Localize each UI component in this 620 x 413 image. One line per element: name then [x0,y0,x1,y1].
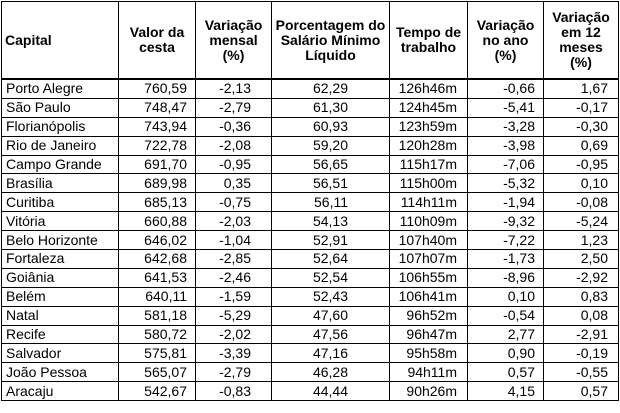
cell-variacao-ano: -7,06 [468,155,544,174]
cell-capital: Curitiba [2,193,119,212]
cell-capital: Belém [2,287,119,306]
header-porcentagem-salario: Porcentagem do Salário Mínimo Líquido [272,2,390,80]
table-row [2,287,619,306]
cell-valor-cesta: 575,81 [119,344,196,363]
cell-variacao-ano: 0,10 [468,287,544,306]
cell-tempo-trabalho: 123h59m [390,117,468,136]
table-row [2,117,619,136]
cell-valor-cesta: 581,18 [119,306,196,325]
cell-tempo-trabalho: 115h17m [390,155,468,174]
cell-tempo-trabalho: 95h58m [390,344,468,363]
cell-variacao-ano: 4,15 [468,382,544,401]
cell-variacao-mensal: -0,83 [196,382,272,401]
cell-variacao-ano: -9,32 [468,212,544,231]
cell-valor-cesta: 580,72 [119,325,196,344]
cell-variacao-12-meses: 2,50 [544,250,619,269]
cell-variacao-12-meses: -2,91 [544,325,619,344]
cell-tempo-trabalho: 107h07m [390,250,468,269]
cell-variacao-ano: -7,22 [468,231,544,250]
cell-variacao-ano: -3,98 [468,136,544,155]
cell-variacao-mensal: -3,39 [196,344,272,363]
cell-valor-cesta: 722,78 [119,136,196,155]
cell-variacao-mensal: -0,95 [196,155,272,174]
cell-variacao-12-meses: -0,19 [544,344,619,363]
cell-valor-cesta: 646,02 [119,231,196,250]
cell-tempo-trabalho: 90h26m [390,382,468,401]
cell-tempo-trabalho: 124h45m [390,98,468,117]
cell-capital: São Paulo [2,98,119,117]
cell-variacao-ano: 2,77 [468,325,544,344]
cell-capital: Aracaju [2,382,119,401]
cell-variacao-ano: -5,32 [468,174,544,193]
cell-porcentagem-salario: 46,28 [272,363,390,382]
table-row [2,231,619,250]
cell-variacao-mensal: -2,13 [196,79,272,98]
cell-capital: Goiânia [2,268,119,287]
cesta-basica-table-container [1,1,618,411]
cell-capital: Porto Alegre [2,79,119,98]
cell-variacao-mensal: -2,79 [196,363,272,382]
cell-porcentagem-salario: 47,16 [272,344,390,363]
cell-porcentagem-salario: 44,44 [272,382,390,401]
cell-porcentagem-salario: 56,65 [272,155,390,174]
cell-variacao-12-meses: -5,24 [544,212,619,231]
cell-porcentagem-salario: 56,51 [272,174,390,193]
cell-variacao-ano: -8,96 [468,268,544,287]
cell-porcentagem-salario: 52,91 [272,231,390,250]
cell-variacao-mensal: -2,08 [196,136,272,155]
cell-variacao-12-meses: 0,69 [544,136,619,155]
cell-valor-cesta: 565,07 [119,363,196,382]
table-row [2,382,619,401]
cell-porcentagem-salario: 52,64 [272,250,390,269]
cell-variacao-ano: -5,41 [468,98,544,117]
cell-variacao-mensal: -2,79 [196,98,272,117]
cell-tempo-trabalho: 110h09m [390,212,468,231]
header-tempo-trabalho: Tempo de trabalho [390,2,468,80]
cell-variacao-ano: -0,66 [468,79,544,98]
table-row [2,98,619,117]
cell-valor-cesta: 748,47 [119,98,196,117]
cell-variacao-mensal: -5,29 [196,306,272,325]
header-variacao-12-meses: Variação em 12 meses (%) [544,2,619,80]
header-valor-cesta: Valor da cesta [119,2,196,80]
cell-variacao-ano: 0,90 [468,344,544,363]
cell-valor-cesta: 760,59 [119,79,196,98]
cell-variacao-12-meses: 0,08 [544,306,619,325]
cell-capital: Campo Grande [2,155,119,174]
cell-variacao-mensal: -2,85 [196,250,272,269]
cell-capital: Natal [2,306,119,325]
cell-porcentagem-salario: 60,93 [272,117,390,136]
cell-variacao-mensal: -0,36 [196,117,272,136]
cell-capital: Recife [2,325,119,344]
cell-tempo-trabalho: 114h11m [390,193,468,212]
cell-capital: Florianópolis [2,117,119,136]
cell-tempo-trabalho: 94h11m [390,363,468,382]
table-row [2,79,619,98]
table-body [2,79,619,401]
cell-capital: Fortaleza [2,250,119,269]
cell-variacao-12-meses: 0,10 [544,174,619,193]
cell-porcentagem-salario: 62,29 [272,79,390,98]
cell-valor-cesta: 689,98 [119,174,196,193]
cell-capital: Salvador [2,344,119,363]
cell-capital: Brasília [2,174,119,193]
table-row [2,363,619,382]
cell-variacao-12-meses: 0,83 [544,287,619,306]
table-row [2,193,619,212]
cell-valor-cesta: 660,88 [119,212,196,231]
cell-variacao-12-meses: -2,92 [544,268,619,287]
cell-variacao-12-meses: -0,55 [544,363,619,382]
cell-variacao-12-meses: 0,57 [544,382,619,401]
cell-capital: João Pessoa [2,363,119,382]
cell-tempo-trabalho: 96h52m [390,306,468,325]
header-capital: Capital [2,2,119,80]
cell-porcentagem-salario: 47,60 [272,306,390,325]
cell-porcentagem-salario: 52,54 [272,268,390,287]
cell-variacao-mensal: 0,35 [196,174,272,193]
cell-variacao-ano: -0,54 [468,306,544,325]
cell-variacao-ano: -1,94 [468,193,544,212]
cell-valor-cesta: 743,94 [119,117,196,136]
cell-tempo-trabalho: 96h47m [390,325,468,344]
cell-variacao-mensal: -1,59 [196,287,272,306]
table-row [2,325,619,344]
header-variacao-mensal: Variação mensal (%) [196,2,272,80]
cell-tempo-trabalho: 106h41m [390,287,468,306]
cell-variacao-12-meses: -0,17 [544,98,619,117]
cell-variacao-12-meses: -0,30 [544,117,619,136]
cell-variacao-mensal: -1,04 [196,231,272,250]
cell-valor-cesta: 691,70 [119,155,196,174]
table-row [2,174,619,193]
cell-valor-cesta: 640,11 [119,287,196,306]
cell-tempo-trabalho: 115h00m [390,174,468,193]
cell-porcentagem-salario: 56,11 [272,193,390,212]
cell-tempo-trabalho: 106h55m [390,268,468,287]
cell-valor-cesta: 542,67 [119,382,196,401]
cell-variacao-mensal: -2,46 [196,268,272,287]
cell-variacao-12-meses: -0,95 [544,155,619,174]
cell-variacao-12-meses: 1,67 [544,79,619,98]
cell-capital: Rio de Janeiro [2,136,119,155]
table-row [2,306,619,325]
cell-porcentagem-salario: 47,56 [272,325,390,344]
cell-variacao-12-meses: 1,23 [544,231,619,250]
cell-variacao-mensal: -0,75 [196,193,272,212]
cell-variacao-ano: -1,73 [468,250,544,269]
cell-variacao-ano: 0,57 [468,363,544,382]
table-row [2,136,619,155]
cell-porcentagem-salario: 52,43 [272,287,390,306]
cell-valor-cesta: 685,13 [119,193,196,212]
cell-porcentagem-salario: 61,30 [272,98,390,117]
table-row [2,250,619,269]
cell-porcentagem-salario: 59,20 [272,136,390,155]
cell-valor-cesta: 641,53 [119,268,196,287]
cell-tempo-trabalho: 126h46m [390,79,468,98]
cesta-basica-table [1,1,619,401]
cell-variacao-12-meses: -0,08 [544,193,619,212]
cell-capital: Vitória [2,212,119,231]
header-variacao-ano: Variação no ano (%) [468,2,544,80]
cell-variacao-mensal: -2,02 [196,325,272,344]
cell-capital: Belo Horizonte [2,231,119,250]
cell-variacao-ano: -3,28 [468,117,544,136]
cell-tempo-trabalho: 120h28m [390,136,468,155]
table-header-row [2,2,619,80]
table-row [2,212,619,231]
cell-valor-cesta: 642,68 [119,250,196,269]
cell-variacao-mensal: -2,03 [196,212,272,231]
table-row [2,344,619,363]
table-row [2,155,619,174]
cell-porcentagem-salario: 54,13 [272,212,390,231]
table-row [2,268,619,287]
cell-tempo-trabalho: 107h40m [390,231,468,250]
